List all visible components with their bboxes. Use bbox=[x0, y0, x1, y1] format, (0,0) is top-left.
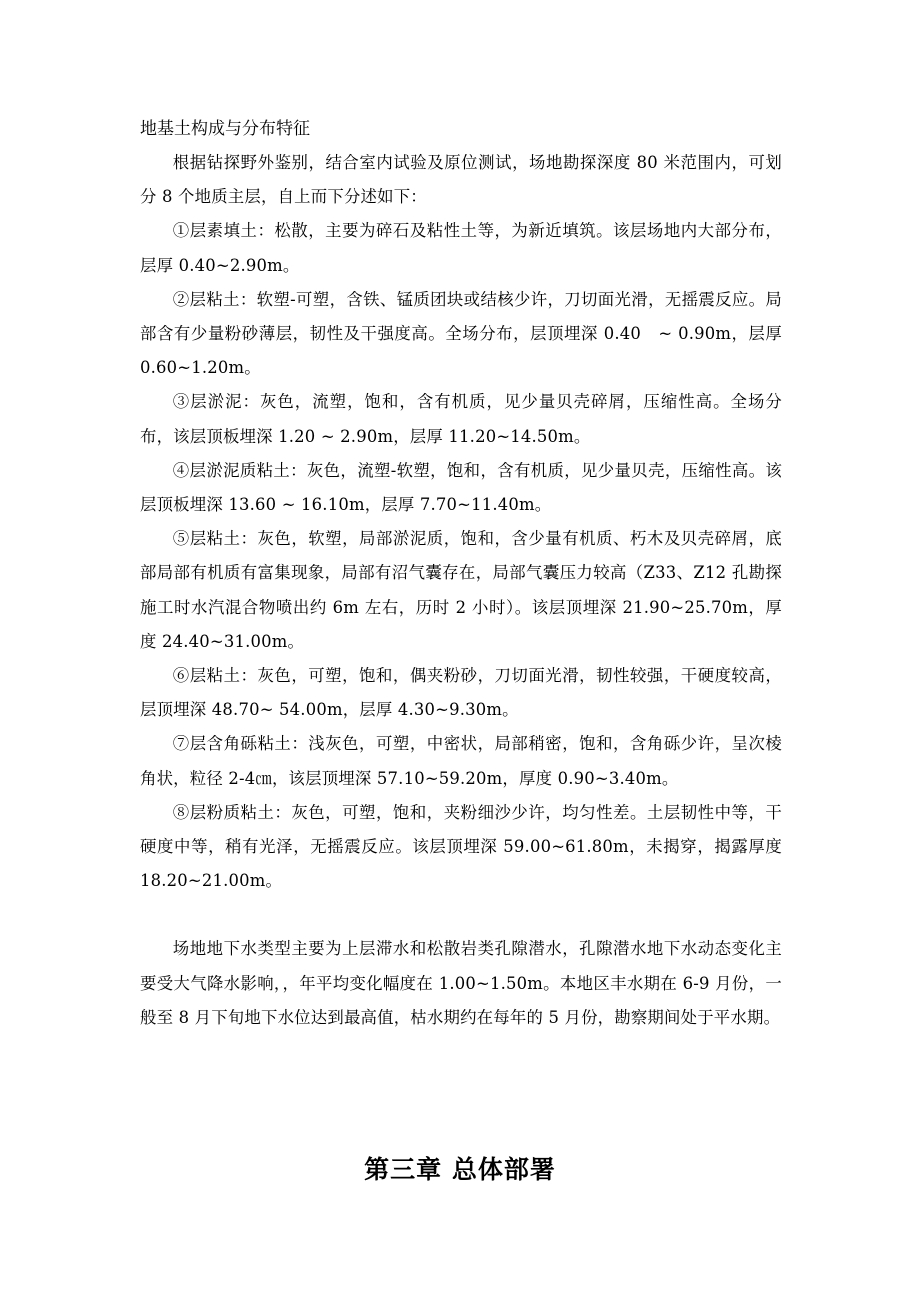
layer-8-paragraph: ⑧层粉质粘土：灰色，可塑，饱和，夹粉细沙少许，均匀性差。土层韧性中等，干硬度中等，稍有光泽，无摇震反应。该层顶埋深 59.00~61.80m，未揭穿，揭露厚度 18.20~21.00m。 bbox=[140, 802, 782, 891]
section-title: 地基土构成与分布特征 bbox=[140, 119, 310, 139]
layer-5-paragraph: ⑤层粘土：灰色，软塑，局部淤泥质，饱和，含少量有机质、朽木及贝壳碎屑，底部局部有机质有富集现象，局部有沼气囊存在，局部气囊压力较高（Z33、Z12 孔勘探施工时水汽混合物喷出约 6m 左右，历时 2 小时）。该层顶埋深 21.90~25.70m，厚度 24.40~31.00m。 bbox=[140, 529, 782, 651]
intro-paragraph: 根据钻探野外鉴别，结合室内试验及原位测试，场地勘探深度 80 米范围内，可划分 8 个地质主层，自上而下分述如下： bbox=[140, 153, 782, 207]
chapter-title: 第三章 总体部署 bbox=[364, 1155, 556, 1184]
layer-6-paragraph: ⑥层粘土：灰色，可塑，饱和，偶夹粉砂，刀切面光滑，韧性较强，干硬度较高，层顶埋深 48.70~ 54.00m，层厚 4.30~9.30m。 bbox=[140, 666, 782, 720]
layer-7-paragraph: ⑦层含角砾粘土：浅灰色，可塑，中密状，局部稍密，饱和，含角砾少许，呈次棱角状，粒径 2-4㎝，该层顶埋深 57.10~59.20m，厚度 0.90~3.40m。 bbox=[140, 734, 782, 788]
groundwater-paragraph: 场地地下水类型主要为上层滞水和松散岩类孔隙潜水，孔隙潜水地下水动态变化主要受大气降水影响，，年平均变化幅度在 1.00~1.50m。本地区丰水期在 6-9 月份，一般至 8 月下旬地下水位达到最高值，枯水期约在每年的 5 月份，勘察期间处于平水期。 bbox=[140, 939, 782, 1027]
layer-2-paragraph: ②层粘土：软塑-可塑，含铁、锰质团块或结核少许，刀切面光滑，无摇震反应。局部含有少量粉砂薄层，韧性及干强度高。全场分布，层顶埋深 0.40 ~ 0.90m，层厚 0.60~1.20m。 bbox=[140, 289, 782, 378]
layer-3-paragraph: ③层淤泥：灰色，流塑，饱和，含有机质，见少量贝壳碎屑，压缩性高。全场分布，该层顶板埋深 1.20 ~ 2.90m，层厚 11.20~14.50m。 bbox=[140, 392, 782, 446]
document-body bbox=[140, 112, 782, 1035]
layer-1-paragraph: ①层素填土：松散，主要为碎石及粘性土等，为新近填筑。该层场地内大部分布，层厚 0.40~2.90m。 bbox=[140, 221, 782, 275]
paragraph-spacer bbox=[140, 898, 782, 932]
layer-4-paragraph: ④层淤泥质粘土：灰色，流塑-软塑，饱和，含有机质，见少量贝壳，压缩性高。该层顶板埋深 13.60 ~ 16.10m，层厚 7.70~11.40m。 bbox=[140, 460, 782, 515]
